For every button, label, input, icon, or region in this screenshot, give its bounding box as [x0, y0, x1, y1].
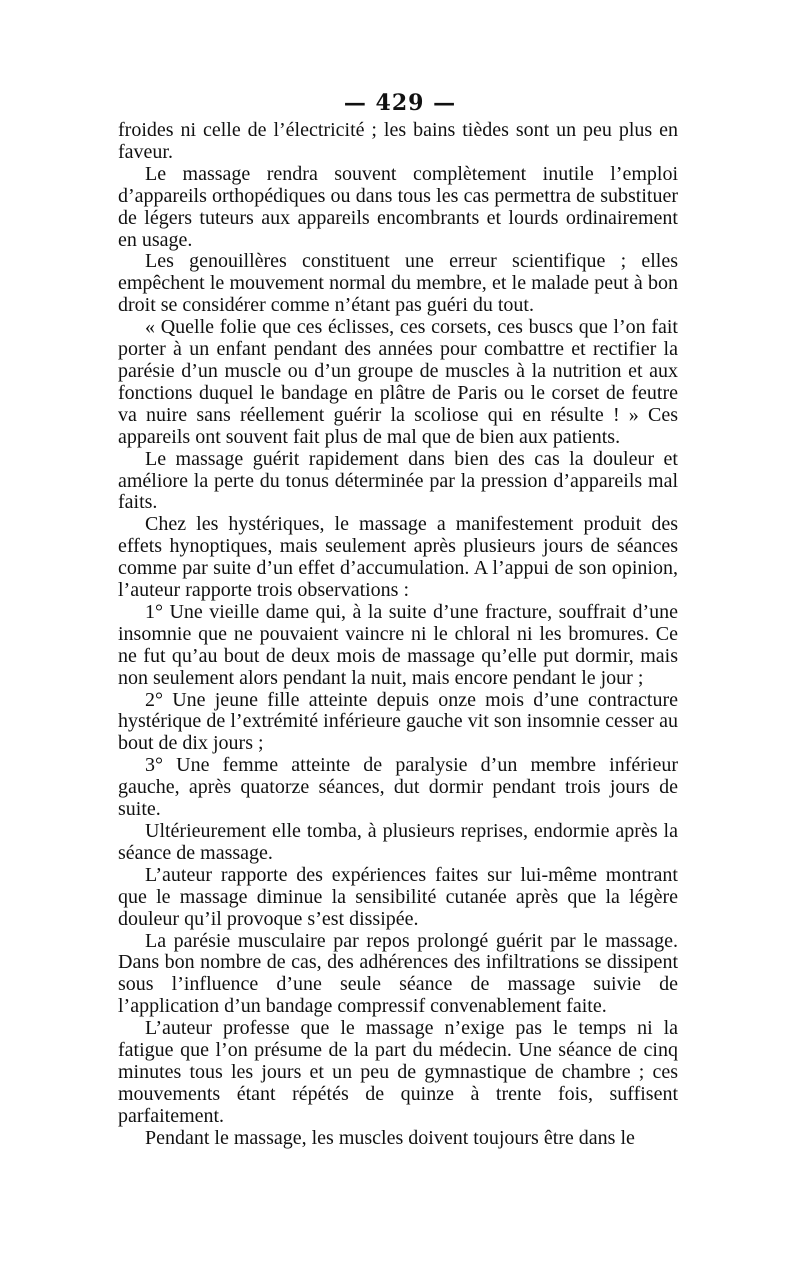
paragraph: L’auteur rapporte des expériences faites sur lui-même montrant que le massage diminue la sensibilité cutanée après que la légère douleur qu’il provoque s’est dissipée. [118, 863, 678, 930]
paragraph: Le massage rendra souvent complètement inutile l’emploi d’appareils orthopédiques ou dans tous les cas permettra de substituer de légers tuteurs aux appareils encombrants et lourds ordinairement en usage. [118, 162, 678, 251]
paragraph: 2° Une jeune fille atteinte depuis onze mois d’une contracture hystérique de l’extrémité inférieure gauche vit son insomnie cesser au bout de dix jours ; [118, 688, 678, 755]
paragraph: « Quelle folie que ces éclisses, ces corsets, ces buscs que l’on fait porter à un enfant pendant des années pour combattre et rectifier la parésie d’un muscle ou d’un groupe de muscles à la nutrition et aux fonctions duquel le bandage en plâtre de Paris ou le corset de feutre va nuire sans réellement guérir la scoliose qui en résulte ! » Ces appareils ont souvent fait plus de mal que de bien aux patients. [118, 316, 678, 448]
paragraph: 1° Une vieille dame qui, à la suite d’une fracture, souffrait d’une insomnie que ne pouvaient vaincre ni le chloral ni les bromures. Ce ne fut qu’au bout de deux mois de massage qu’elle put dormir, mais non seulement alors pendant la nuit, mais encore pendant le jour ; [118, 600, 678, 689]
paragraph: Chez les hystériques, le massage a manifestement produit des effets hynoptiques, mais seulement après plusieurs jours de séances comme par suite d’un effet d’accumulation. A l’appui de son opinion, l’auteur rapporte trois observations : [118, 513, 678, 602]
paragraph: Les genouillères constituent une erreur scientifique ; elles empêchent le mouvement normal du membre, et le malade peut à bon droit se considérer comme n’étant pas guéri du tout. [118, 250, 678, 317]
paragraph: Pendant le massage, les muscles doivent toujours être dans le [145, 1126, 635, 1149]
page-number: — 429 — [343, 90, 457, 116]
body-text [118, 120, 678, 1150]
paragraph: froides ni celle de l’électricité ; les bains tièdes sont un peu plus en faveur. [118, 119, 678, 163]
paragraph: La parésie musculaire par repos prolongé guérit par le massage. Dans bon nombre de cas, des adhérences des infiltrations se dissipent sous l’influence d’une seule séance de massage suivie de l’application d’un bandage compressif convenablement faite. [118, 929, 678, 1018]
paragraph: L’auteur professe que le massage n’exige pas le temps ni la fatigue que l’on présume de la part du médecin. Une séance de cinq minutes tous les jours et un peu de gymnastique de chambre ; ces mouvements étant répétés de quinze à trente fois, suffisent parfaitement. [118, 1017, 678, 1127]
paragraph: 3° Une femme atteinte de paralysie d’un membre inférieur gauche, après quatorze séances, dut dormir pendant trois jours de suite. [118, 754, 678, 821]
paragraph: Le massage guérit rapidement dans bien des cas la douleur et améliore la perte du tonus déterminée par la pression d’appareils mal faits. [118, 447, 678, 514]
paragraph: Ultérieurement elle tomba, à plusieurs reprises, endormie après la séance de massage. [118, 820, 678, 864]
